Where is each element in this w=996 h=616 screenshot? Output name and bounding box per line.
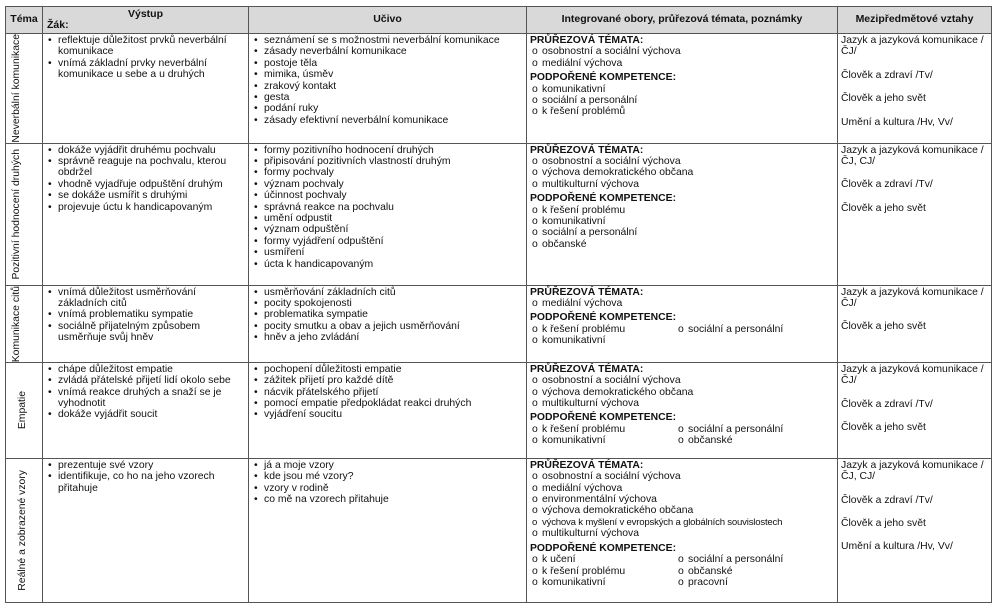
- table-row: [6, 362, 992, 458]
- list-item: • zásady efektivní neverbální komunikace: [252, 115, 523, 126]
- vztahy-cell: [838, 362, 992, 458]
- prurezova-heading: PRŮŘEZOVÁ TÉMATA:: [530, 144, 644, 156]
- list-item: o výchova demokratického občana: [530, 505, 834, 516]
- tema-cell: [6, 285, 43, 362]
- list-item: o sociální a personální: [676, 554, 822, 565]
- list-item: • usměrňování základních citů: [252, 287, 523, 298]
- vztah-item: Člověk a zdraví /Tv/: [841, 69, 933, 81]
- list-item: • vnímá problematiku sympatie: [46, 309, 245, 320]
- tema-label: Neverbální komunikace: [11, 34, 22, 143]
- vztah-item: Jazyk a jazyková komunikace /ČJ/: [841, 286, 984, 309]
- list-item: • já a moje vzory: [252, 460, 523, 471]
- kompetence-pair: [530, 335, 834, 346]
- vystup-cell: [43, 143, 249, 285]
- list-item: o pracovní: [676, 577, 822, 588]
- ucivo-cell: [249, 34, 527, 144]
- ucivo-cell: [249, 285, 527, 362]
- list-item: • správná reakce na pochvalu: [252, 202, 523, 213]
- list-item: o k řešení problémů: [530, 106, 834, 117]
- list-item: • pocity smutku a obav a jejich usměrňování: [252, 321, 523, 332]
- tema-cell: [6, 143, 43, 285]
- tema-cell: [6, 34, 43, 144]
- list-item: • pochopení důležitosti empatie: [252, 364, 523, 375]
- vztahy-cell: [838, 285, 992, 362]
- prurezova-heading: PRŮŘEZOVÁ TÉMATA:: [530, 363, 644, 375]
- list-item: • umění odpustit: [252, 213, 523, 224]
- list-item: • mimika, úsměv: [252, 69, 523, 80]
- list-item: • nácvik přátelského přijetí: [252, 387, 523, 398]
- tema-label: Komunikace citů: [11, 285, 22, 362]
- list-item: • sociálně přijatelným způsobem usměrňuje svůj hněv: [46, 321, 245, 344]
- list-item: • chápe důležitost empatie: [46, 364, 245, 375]
- list-item: • vhodně vyjadřuje odpuštění druhým: [46, 179, 245, 190]
- list-item: • co mě na vzorech přitahuje: [252, 494, 523, 505]
- kompetence-pair: [530, 435, 834, 446]
- list-item: o k učení: [530, 554, 676, 565]
- vztah-item: Umění a kultura /Hv, Vv/: [841, 541, 953, 553]
- vztah-item: Člověk a zdraví /Tv/: [841, 179, 933, 191]
- kompetence-heading: PODPOŘENÉ KOMPETENCE:: [530, 312, 677, 324]
- vystup-cell: [43, 458, 249, 602]
- list-item: o osobnostní a sociální výchova: [530, 46, 834, 57]
- tema-label: Pozitivní hodnocení druhých: [11, 148, 22, 280]
- list-item: • podání ruky: [252, 103, 523, 114]
- list-item: o výchova k myšlení v evropských a globálních souvislostech: [530, 517, 834, 528]
- vztah-item: Člověk a jeho svět: [841, 518, 926, 530]
- vztah-item: Člověk a jeho svět: [841, 321, 926, 333]
- list-item: • usmíření: [252, 247, 523, 258]
- vztah-item: Umění a kultura /Hv, Vv/: [841, 116, 953, 128]
- kompetence-heading: PODPOŘENÉ KOMPETENCE:: [530, 542, 677, 554]
- integrovane-cell: [527, 143, 838, 285]
- list-item: o občanské: [676, 435, 822, 446]
- header-vystup: [43, 7, 249, 34]
- list-item: • připisování pozitivních vlastností druhým: [252, 156, 523, 167]
- list-item: o občanské: [530, 239, 834, 250]
- list-item: o výchova demokratického občana: [530, 387, 834, 398]
- list-item: o komunikativní: [530, 577, 676, 588]
- list-item: • vnímá reakce druhých a snaží se je vyhodnotit: [46, 387, 245, 410]
- vztah-item: Jazyk a jazyková komunikace /ČJ, CJ/: [841, 459, 984, 483]
- list-item: o sociální a personální: [530, 95, 834, 106]
- header-tema: Téma: [6, 7, 43, 34]
- list-item: • vyjádření soucitu: [252, 409, 523, 420]
- vztah-item: Člověk a zdraví /Tv/: [841, 494, 933, 506]
- vztah-item: Člověk a jeho svět: [841, 93, 926, 105]
- kompetence-pair: [530, 324, 834, 335]
- integrovane-cell: [527, 458, 838, 602]
- list-item: o mediální výchova: [530, 483, 834, 494]
- vztahy-cell: [838, 143, 992, 285]
- kompetence-pair: [530, 577, 834, 588]
- vztahy-cell: [838, 34, 992, 144]
- integrovane-cell: [527, 362, 838, 458]
- list-item: • formy pozitivního hodnocení druhých: [252, 145, 523, 156]
- list-item: • gesta: [252, 92, 523, 103]
- list-item: o osobnostní a sociální výchova: [530, 156, 834, 167]
- prurezova-heading: PRŮŘEZOVÁ TÉMATA:: [530, 286, 644, 298]
- list-item: • účinnost pochvaly: [252, 190, 523, 201]
- kompetence-heading: PODPOŘENÉ KOMPETENCE:: [530, 193, 677, 205]
- list-item: • význam odpuštění: [252, 224, 523, 235]
- list-item: o komunikativní: [530, 84, 834, 95]
- prurezova-heading: PRŮŘEZOVÁ TÉMATA:: [530, 459, 644, 471]
- list-item: • postoje těla: [252, 58, 523, 69]
- list-item: o multikulturní výchova: [530, 528, 834, 539]
- list-item: • vnímá základní prvky neverbální komunikace u sebe a u druhých: [46, 58, 245, 81]
- ucivo-cell: [249, 458, 527, 602]
- list-item: o k řešení problému: [530, 324, 676, 335]
- table-row: [6, 34, 992, 144]
- vztah-item: Jazyk a jazyková komunikace /ČJ, CJ/: [841, 144, 984, 167]
- vztah-item: Jazyk a jazyková komunikace /ČJ/: [841, 363, 984, 387]
- list-item: o komunikativní: [530, 435, 676, 446]
- list-item: • se dokáže usmířit s druhými: [46, 190, 245, 201]
- list-item: • úcta k handicapovaným: [252, 259, 523, 270]
- list-item: o mediální výchova: [530, 298, 834, 309]
- integrovane-cell: [527, 285, 838, 362]
- list-item: • dokáže vyjádřit soucit: [46, 409, 245, 420]
- vztah-item: Člověk a jeho svět: [841, 202, 926, 214]
- vztah-item: Člověk a jeho svět: [841, 422, 926, 434]
- header-vystup-label: Výstup: [127, 8, 163, 20]
- kompetence-pair: [530, 566, 834, 577]
- list-item: o sociální a personální: [676, 424, 822, 435]
- list-item: • dokáže vyjádřit druhému pochvalu: [46, 145, 245, 156]
- list-item: • kde jsou mé vzory?: [252, 471, 523, 482]
- list-item: • význam pochvaly: [252, 179, 523, 190]
- list-item: • zásady neverbální komunikace: [252, 46, 523, 57]
- header-zak-label: Žák:: [47, 18, 69, 31]
- vztah-item: Jazyk a jazyková komunikace /ČJ/: [841, 35, 984, 58]
- list-item: o osobnostní a sociální výchova: [530, 471, 834, 482]
- list-item: • formy vyjádření odpuštění: [252, 236, 523, 247]
- list-item: • seznámení se s možnostmi neverbální komunikace: [252, 35, 523, 46]
- kompetence-pair: [530, 424, 834, 435]
- list-item: • zvládá přátelské přijetí lidí okolo sebe: [46, 375, 245, 386]
- list-item: o multikulturní výchova: [530, 179, 834, 190]
- integrovane-cell: [527, 34, 838, 144]
- table-row: [6, 285, 992, 362]
- list-item: • vnímá důležitost usměrňování základních citů: [46, 287, 245, 310]
- list-item: • formy pochvaly: [252, 167, 523, 178]
- list-item: o k řešení problému: [530, 424, 676, 435]
- tema-label: Reálné a zobrazené vzory: [17, 469, 28, 591]
- list-item: • problematika sympatie: [252, 309, 523, 320]
- tema-label: Empatie: [17, 391, 28, 430]
- list-item: • reflektuje důležitost prvků neverbální komunikace: [46, 35, 245, 58]
- list-item: o komunikativní: [530, 335, 676, 346]
- list-item: • hněv a jeho zvládání: [252, 332, 523, 343]
- list-item: o sociální a personální: [530, 227, 834, 238]
- list-item: o komunikativní: [530, 216, 834, 227]
- prurezova-heading: PRŮŘEZOVÁ TÉMATA:: [530, 35, 644, 46]
- tema-cell: [6, 458, 43, 602]
- list-item: o k řešení problému: [530, 205, 834, 216]
- vystup-cell: [43, 362, 249, 458]
- vztahy-cell: [838, 458, 992, 602]
- list-item: • pocity spokojenosti: [252, 298, 523, 309]
- list-item: o environmentální výchova: [530, 494, 834, 505]
- list-item: • identifikuje, co ho na jeho vzorech přitahuje: [46, 471, 245, 494]
- list-item: • projevuje úctu k handicapovaným: [46, 202, 245, 213]
- list-item: o multikulturní výchova: [530, 398, 834, 409]
- list-item: • prezentuje své vzory: [46, 460, 245, 471]
- vystup-cell: [43, 34, 249, 144]
- header-ucivo: Učivo: [249, 7, 527, 34]
- list-item: o sociální a personální: [676, 324, 822, 335]
- list-item: o občanské: [676, 566, 822, 577]
- vystup-cell: [43, 285, 249, 362]
- kompetence-heading: PODPOŘENÉ KOMPETENCE:: [530, 412, 677, 424]
- curriculum-table: [5, 6, 992, 603]
- list-item: o osobnostní a sociální výchova: [530, 375, 834, 386]
- table-row: [6, 458, 992, 602]
- list-item: • zážitek přijetí pro každé dítě: [252, 375, 523, 386]
- list-item: o výchova demokratického občana: [530, 167, 834, 178]
- kompetence-heading: PODPOŘENÉ KOMPETENCE:: [530, 72, 677, 84]
- list-item: • vzory v rodině: [252, 483, 523, 494]
- list-item: o mediální výchova: [530, 58, 834, 69]
- header-integrovane: Integrované obory, průřezová témata, poznámky: [527, 7, 838, 34]
- kompetence-pair: [530, 554, 834, 565]
- list-item: • zrakový kontakt: [252, 81, 523, 92]
- header-mezipredmetove: Mezipředmětové vztahy: [838, 7, 992, 34]
- vztah-item: Člověk a zdraví /Tv/: [841, 398, 933, 410]
- tema-cell: [6, 362, 43, 458]
- ucivo-cell: [249, 143, 527, 285]
- ucivo-cell: [249, 362, 527, 458]
- table-row: [6, 143, 992, 285]
- header-row: [6, 7, 992, 34]
- list-item: • pomocí empatie předpokládat reakci druhých: [252, 398, 523, 409]
- list-item: o k řešení problému: [530, 566, 676, 577]
- list-item: • správně reaguje na pochvalu, kterou obdržel: [46, 156, 245, 179]
